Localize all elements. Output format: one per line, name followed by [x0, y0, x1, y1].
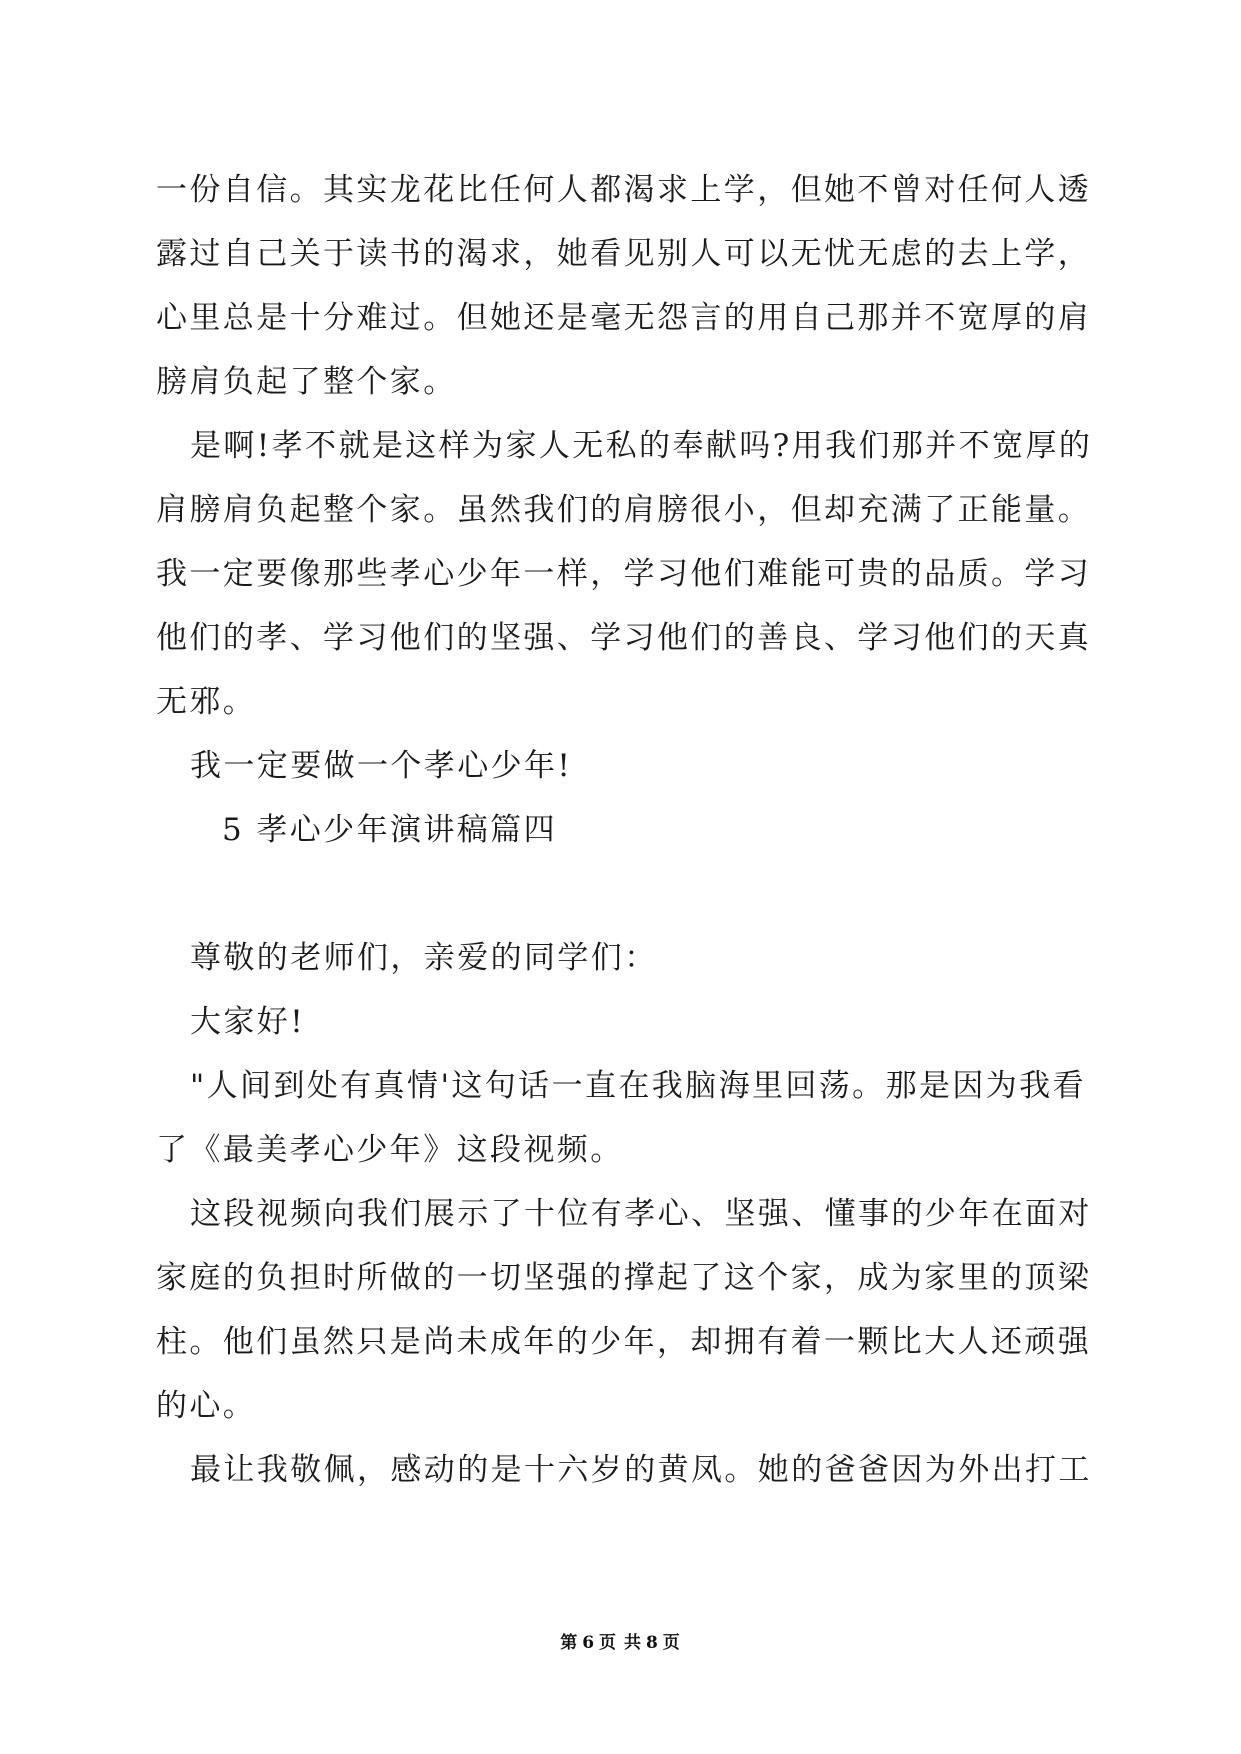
text-line: 一份自信。其实龙花比任何人都渴求上学，但她不曾对任何人透 — [156, 172, 1092, 208]
footer-suffix: 页 — [662, 1633, 681, 1653]
section-heading: 5 孝心少年演讲稿篇四 — [222, 812, 557, 848]
text-line: 了《最美孝心少年》这段视频。 — [156, 1132, 624, 1168]
paragraph-first-line: 我一定要做一个孝心少年! — [190, 748, 573, 784]
paragraph-first-line: 最让我敬佩，感动的是十六岁的黄凤。她的爸爸因为外出打工 — [190, 1452, 1092, 1488]
footer-total-pages: 8 — [645, 1633, 659, 1653]
text-line: 肩膀肩负起整个家。虽然我们的肩膀很小，但却充满了正能量。 — [156, 492, 1092, 528]
footer-prefix: 第 — [560, 1633, 579, 1653]
text-line: 露过自己关于读书的渴求，她看见别人可以无忧无虑的去上学， — [156, 236, 1092, 272]
paragraph-first-line: 是啊!孝不就是这样为家人无私的奉献吗?用我们那并不宽厚的 — [190, 428, 1093, 464]
text-line: 柱。他们虽然只是尚未成年的少年，却拥有着一颗比大人还顽强 — [156, 1324, 1092, 1360]
page-footer — [0, 1628, 1241, 1653]
blank-gap — [156, 862, 1092, 926]
document-body — [156, 158, 1092, 1502]
text-line: 无邪。 — [156, 684, 257, 720]
greeting: 大家好! — [190, 1004, 306, 1040]
text-line: 心里总是十分难过。但她还是毫无怨言的用自己那并不宽厚的肩 — [156, 300, 1092, 336]
footer-middle: 页 共 — [599, 1633, 642, 1653]
paragraph-first-line: "人间到处有真情'这句话一直在我脑海里回荡。那是因为我看 — [190, 1068, 1086, 1104]
footer-current-page: 6 — [582, 1633, 596, 1653]
text-line: 他们的孝、学习他们的坚强、学习他们的善良、学习他们的天真 — [156, 620, 1092, 656]
text-line: 家庭的负担时所做的一切坚强的撑起了这个家，成为家里的顶梁 — [156, 1260, 1092, 1296]
paragraph-first-line: 这段视频向我们展示了十位有孝心、坚强、懂事的少年在面对 — [190, 1196, 1092, 1232]
text-line: 我一定要像那些孝心少年一样，学习他们难能可贵的品质。学习 — [156, 556, 1092, 592]
salutation: 尊敬的老师们，亲爱的同学们： — [190, 940, 658, 976]
text-line: 膀肩负起了整个家。 — [156, 364, 457, 400]
text-line: 的心。 — [156, 1388, 257, 1424]
